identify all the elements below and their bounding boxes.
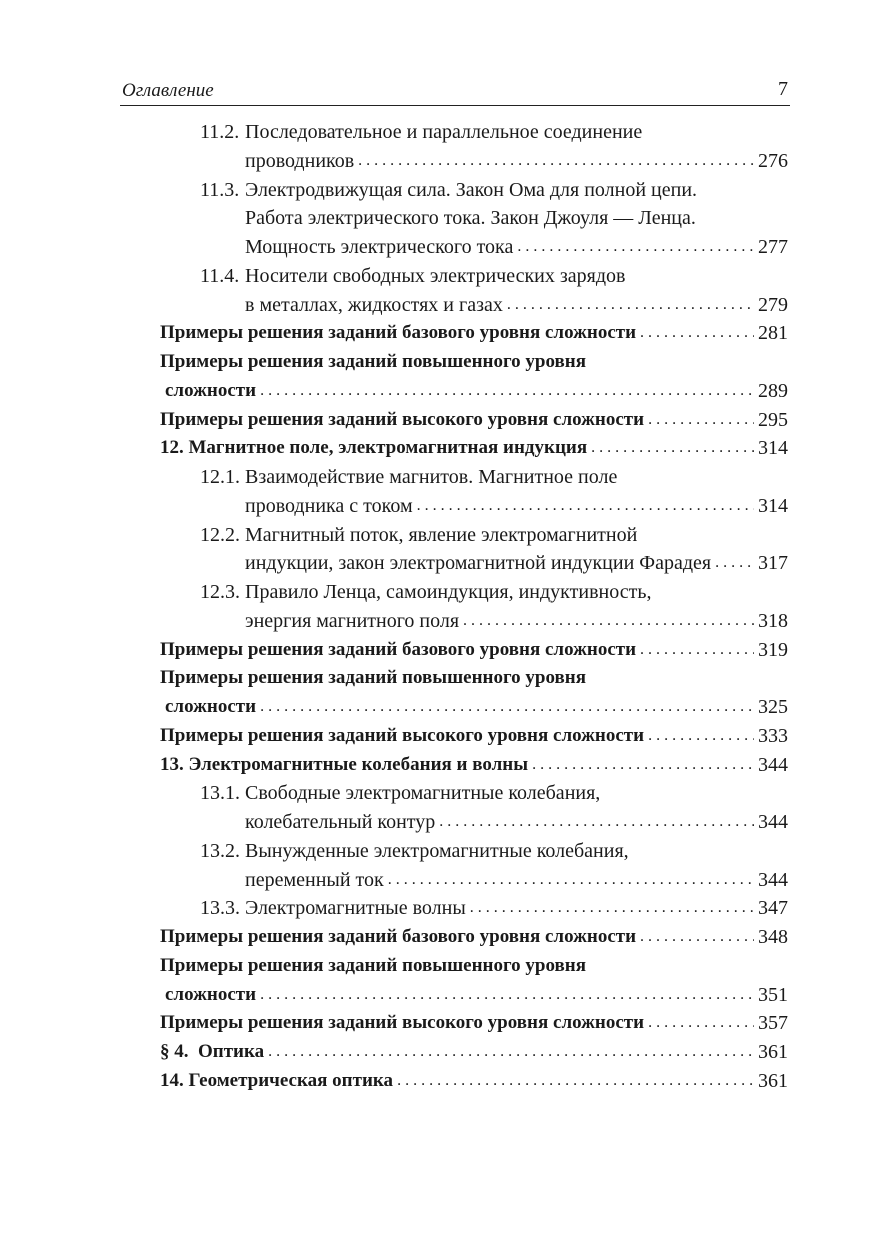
entry-page-number: 317 [758, 552, 788, 575]
entry-page-number: 348 [758, 926, 788, 948]
dot-leader [417, 492, 754, 521]
entry-title: сложности [165, 696, 257, 717]
toc-subsection-entry[interactable] [160, 176, 788, 262]
toc-line [160, 521, 788, 550]
dot-leader [439, 808, 754, 837]
entry-title: сложности [165, 983, 257, 1005]
toc-line [160, 406, 788, 435]
toc-line [160, 722, 788, 751]
entry-title: Примеры решения заданий высокого уровня сложности [160, 1012, 645, 1034]
toc-line [160, 147, 788, 176]
entry-number: 13.3. [200, 897, 240, 920]
entry-number: 12. [160, 437, 184, 459]
toc-subsection-entry[interactable] [160, 779, 788, 837]
toc-line [160, 348, 788, 377]
entry-page-number: 289 [758, 379, 788, 402]
entry-title: Примеры решения заданий высокого уровня сложности [160, 408, 645, 430]
entry-title: Примеры решения заданий повышенного уровня [160, 667, 586, 689]
entry-title: Мощность электрического тока [245, 236, 514, 258]
toc-entry[interactable] [160, 1009, 788, 1038]
toc-subsection-entry[interactable] [160, 894, 788, 923]
toc-line [160, 118, 788, 147]
entry-title: Примеры решения заданий базового уровня сложности [160, 638, 637, 660]
toc-line [160, 262, 788, 291]
dot-leader [591, 434, 754, 463]
entry-title: переменный ток [245, 868, 384, 891]
entry-title: Носители свободных электрических зарядов [245, 264, 626, 287]
entry-title: Примеры решения заданий повышенного уровня [160, 954, 586, 976]
entry-title: Примеры решения заданий базового уровня сложности [160, 322, 637, 344]
entry-title: Примеры решения заданий высокого уровня сложности [160, 724, 645, 746]
toc-line [160, 291, 788, 320]
entry-title: Оптика [198, 1041, 265, 1062]
dot-leader [640, 636, 754, 665]
toc-line [160, 1067, 788, 1096]
entry-title: Вынужденные электромагнитные колебания, [245, 839, 629, 862]
entry-number: 13.1. [200, 782, 240, 805]
dot-leader [640, 923, 754, 952]
entry-page-number: 319 [758, 638, 788, 661]
entry-page-number: 357 [758, 1012, 788, 1035]
entry-page-number: 347 [758, 897, 788, 920]
entry-page-number: 344 [758, 868, 788, 891]
dot-leader [260, 693, 754, 722]
toc-entry[interactable] [160, 319, 788, 348]
entry-title: Магнитный поток, явление электромагнитной [245, 523, 638, 546]
entry-page-number: 344 [758, 753, 788, 776]
toc-entry[interactable] [160, 751, 788, 780]
entry-title: Правило Ленца, самоиндукция, индуктивность, [245, 581, 652, 603]
dot-leader [648, 722, 754, 751]
entry-number: 14. [160, 1069, 184, 1091]
entry-title: Примеры решения заданий повышенного уровня [160, 351, 586, 372]
entry-title: Электродвижущая сила. Закон Ома для полной цепи. [245, 178, 698, 201]
toc-subsection-entry[interactable] [160, 463, 788, 521]
toc-line [160, 204, 788, 233]
toc-entry[interactable] [160, 348, 788, 406]
entry-title: Электромагнитные волны [245, 897, 466, 920]
toc-entry[interactable] [160, 406, 788, 435]
toc-line [160, 866, 788, 895]
dot-leader [532, 751, 754, 780]
entry-page-number: 325 [758, 696, 788, 718]
toc-line [160, 636, 788, 665]
dot-leader [463, 607, 754, 636]
toc-line [160, 319, 788, 348]
toc-line [160, 176, 788, 205]
entry-page-number: 361 [758, 1041, 788, 1063]
toc-line [160, 463, 788, 492]
toc-entry[interactable] [160, 636, 788, 665]
entry-number: § 4. [160, 1041, 189, 1062]
toc-line [160, 837, 788, 866]
toc-line [160, 434, 788, 463]
toc-line [160, 808, 788, 837]
dot-leader [715, 549, 754, 578]
entry-page-number: 333 [758, 724, 788, 747]
toc-line [160, 578, 788, 607]
toc-line [160, 693, 788, 722]
entry-page-number: 281 [758, 322, 788, 345]
toc-line [160, 377, 788, 406]
dot-leader [517, 233, 754, 262]
toc-entry[interactable] [160, 952, 788, 1010]
entry-title: Работа электрического тока. Закон Джоуля — Ленца. [245, 207, 696, 230]
dot-leader [640, 319, 754, 348]
entry-title: Свободные электромагнитные колебания, [245, 782, 601, 805]
toc-subsection-entry[interactable] [160, 578, 788, 636]
toc-line [160, 894, 788, 923]
toc-line [160, 952, 788, 981]
toc-subsection-entry[interactable] [160, 262, 788, 320]
toc-line [160, 981, 788, 1010]
dot-leader [648, 1009, 754, 1038]
entry-title: проводников [245, 149, 355, 172]
entry-page-number: 361 [758, 1069, 788, 1092]
entry-number: 11.4. [200, 264, 240, 287]
entry-page-number: 351 [758, 983, 788, 1006]
table-of-contents [160, 118, 788, 1096]
entry-number: 12.1. [200, 466, 240, 488]
dot-leader [260, 377, 754, 406]
toc-line [160, 1038, 788, 1067]
entry-title: Взаимодействие магнитов. Магнитное поле [245, 466, 618, 488]
entry-title: Электромагнитные колебания и волны [188, 753, 529, 775]
entry-page-number: 276 [758, 149, 788, 172]
entry-page-number: 277 [758, 236, 788, 258]
entry-page-number: 295 [758, 408, 788, 431]
entry-page-number: 314 [758, 494, 788, 517]
dot-leader [388, 866, 754, 895]
entry-number: 13.2. [200, 839, 240, 862]
toc-line [160, 549, 788, 578]
entry-page-number: 344 [758, 811, 788, 833]
entry-title: колебательный контур [245, 811, 436, 833]
entry-number: 11.3. [200, 178, 240, 201]
entry-title: индукции, закон электромагнитной индукции Фарадея [245, 552, 712, 575]
entry-title: Геометрическая оптика [188, 1069, 394, 1091]
toc-entry[interactable] [160, 434, 788, 463]
entry-title: сложности [165, 379, 257, 401]
entry-page-number: 318 [758, 609, 788, 632]
page-number: 7 [778, 78, 788, 100]
toc-line [160, 751, 788, 780]
entry-number: 13. [160, 753, 184, 775]
running-header [120, 78, 790, 106]
toc-line [160, 779, 788, 808]
entry-title: Магнитное поле, электромагнитная индукция [188, 437, 588, 459]
toc-subsection-entry[interactable] [160, 521, 788, 579]
entry-number: 12.3. [200, 581, 240, 603]
dot-leader [358, 147, 754, 176]
entry-title: проводника с током [245, 494, 413, 517]
header-title: Оглавление [122, 80, 214, 101]
entry-title: Последовательное и параллельное соединение [245, 121, 643, 143]
dot-leader [507, 291, 754, 320]
toc-entry[interactable] [160, 1038, 788, 1067]
toc-line [160, 607, 788, 636]
toc-entry[interactable] [160, 722, 788, 751]
toc-line [160, 1009, 788, 1038]
entry-page-number: 279 [758, 293, 788, 316]
entry-number: 12.2. [200, 523, 240, 546]
toc-subsection-entry[interactable] [160, 837, 788, 895]
dot-leader [260, 981, 754, 1010]
entry-title: энергия магнитного поля [245, 609, 460, 632]
entry-title: Примеры решения заданий базового уровня сложности [160, 926, 637, 947]
dot-leader [268, 1038, 754, 1067]
toc-entry[interactable] [160, 664, 788, 722]
toc-subsection-entry[interactable] [160, 118, 788, 176]
dot-leader [397, 1067, 754, 1096]
toc-line [160, 492, 788, 521]
dot-leader [648, 406, 754, 435]
dot-leader [470, 894, 754, 923]
entry-number: 11.2. [200, 121, 240, 143]
toc-entry[interactable] [160, 923, 788, 952]
entry-title: в металлах, жидкостях и газах [245, 293, 503, 316]
toc-entry[interactable] [160, 1067, 788, 1096]
toc-line [160, 664, 788, 693]
entry-page-number: 314 [758, 437, 788, 460]
toc-line [160, 923, 788, 952]
toc-line [160, 233, 788, 262]
